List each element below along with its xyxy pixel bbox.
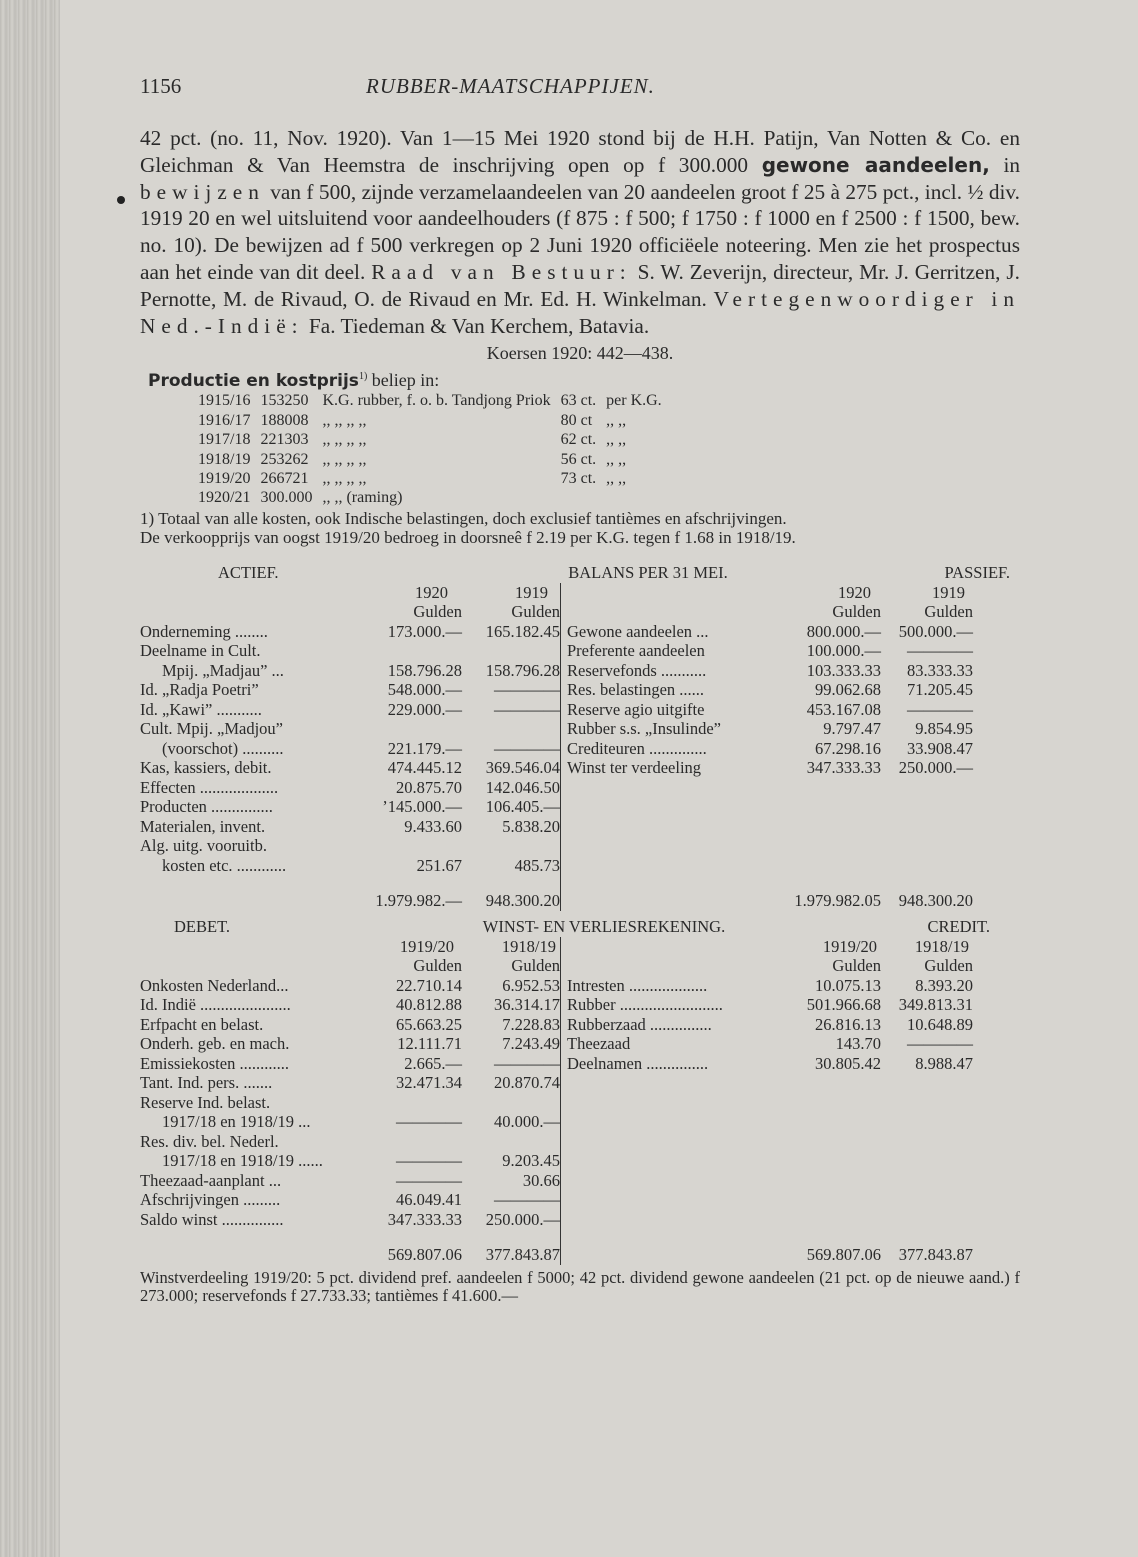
price-note: De verkoopprijs van oogst 1919/20 bedroeg in doorsneê f 2.19 per K.G. tegen f 1.68 in 1918/19. xyxy=(140,528,796,548)
production-footnote: 1) Totaal van alle kosten, ook Indische belastingen, doch exclusief tantièmes en afschrijvingen. xyxy=(140,508,787,528)
table-row: Id. Indië ...................... 40.812.88 36.314.17 xyxy=(140,995,560,1015)
table-row: Onderh. geb. en mach. 12.111.71 7.243.49 xyxy=(140,1034,560,1054)
table-row: Producten ............... ’145.000.— 106.405.— xyxy=(140,797,560,817)
table-row: Id. „Kawi” ........... 229.000.— ———— xyxy=(140,699,560,719)
balance-right-title: PASSIEF. xyxy=(944,562,1010,582)
balance-sheet xyxy=(140,563,1020,911)
table-row: Preferente aandeelen 100.000.— ———— xyxy=(567,641,973,661)
table-row: Res. div. bel. Nederl. xyxy=(140,1131,279,1151)
table-row: Reservefonds ........... 103.333.33 83.333.33 xyxy=(567,660,973,680)
table-row: Mpij. „Madjau” ... 158.796.28 158.796.28 xyxy=(162,660,560,680)
balance-passief-column xyxy=(560,622,973,911)
table-row: Id. „Radja Poetri” 548.000.— ———— xyxy=(140,680,560,700)
winst-left-total: 569.807.06 377.843.87 xyxy=(387,1245,560,1265)
margin-dot xyxy=(117,196,125,204)
balance-right-total: 1.979.982.05 948.300.20 xyxy=(794,891,973,911)
table-row: 1916/17 188008 ,, ,, ,, ,, 80 ct ,, ,, xyxy=(198,411,627,429)
table-row: Saldo winst ............... 347.333.33 250.000.— xyxy=(140,1209,560,1229)
page-header xyxy=(140,74,1020,99)
profit-loss-account xyxy=(140,917,1020,1265)
winst-title-row xyxy=(140,917,1020,937)
production-title-sup: 1) xyxy=(358,371,368,383)
table-row: 1915/16 153250 K.G. rubber, f. o. b. Tandjong Priok 63 ct. per K.G. xyxy=(198,392,662,410)
page-number: 1156 xyxy=(140,74,182,98)
intro-spaced-3: Vertegenwoordiger in Ned.-Indië: xyxy=(140,286,1020,338)
table-row: 1919/20 266721 ,, ,, ,, ,, 73 ct. ,, ,, xyxy=(198,470,627,487)
table-row: 1920/21 300.000 ,, ,, (raming) xyxy=(198,489,403,507)
running-title: RUBBER-MAATSCHAPPIJEN. xyxy=(366,74,655,98)
table-row: Rubber s.s. „Insulinde” 9.797.47 9.854.95 xyxy=(567,719,973,739)
balance-year-row xyxy=(140,583,1020,603)
table-row: Materialen, invent. 9.433.60 5.838.20 xyxy=(140,816,560,836)
table-row: Alg. uitg. vooruitb. xyxy=(140,836,267,856)
winst-credit-column xyxy=(560,976,973,1265)
table-row: 1917/18 221303 ,, ,, ,, ,, 62 ct. ,, ,, xyxy=(198,431,627,449)
table-row: Onkosten Nederland... 22.710.14 6.952.53 xyxy=(140,975,560,995)
unit-header: Gulden xyxy=(832,602,881,622)
production-title xyxy=(148,370,1020,391)
table-row: Winst ter verdeeling 347.333.33 250.000.— xyxy=(567,758,973,778)
table-row: Res. belastingen ...... 99.062.68 71.205.45 xyxy=(567,680,973,700)
table-row: Reserve agio uitgifte 453.167.08 ———— xyxy=(567,699,973,719)
table-row: Crediteuren .............. 67.298.16 33.908.47 xyxy=(567,738,973,758)
intro-paragraph xyxy=(140,125,1020,339)
winstverdeeling-note: Winstverdeeling 1919/20: 5 pct. dividend pref. aandeelen f 5000; 42 pct. dividend gewone aandeelen (21 pct. op de nieuwe aand.) f 273.000; reservefonds f 27.733.33; tantièmes f 41.600.— xyxy=(140,1267,1020,1305)
book-gutter xyxy=(0,0,60,1557)
table-row: 1917/18 en 1918/19 ... ———— 40.000.— xyxy=(162,1112,560,1132)
winst-right-title: CREDIT. xyxy=(927,916,990,936)
unit-header: Gulden xyxy=(924,602,973,622)
table-row: Gewone aandeelen ... 800.000.— 500.000.— xyxy=(567,621,973,641)
winst-right-total: 569.807.06 377.843.87 xyxy=(806,1245,973,1265)
table-row: Effecten ................... 20.875.70 142.046.50 xyxy=(140,777,560,797)
table-row: Rubber ......................... 501.966.68 349.813.31 xyxy=(567,995,973,1015)
unit-header: Gulden xyxy=(832,956,881,976)
balance-body xyxy=(140,622,1020,911)
balance-unit-row xyxy=(140,602,1020,622)
intro-text-3: van f 500, zijnde verzamelaandeelen van 20 aandeelen groot f 25 à 275 pct., incl. ½ div. 1919 20 en wel uitsluitend voor aandeelhouders (f 875 : f 500; f 1750 : f 1000 en f 2500 : f 1500, bew. no. 10). De bewijzen ad f 500 verkregen op 2 Juni 1920 officiëele noteering. Men zie het prospectus aan het einde van dit deel. xyxy=(140,179,1020,284)
intro-bold: gewone aandeelen, xyxy=(761,152,990,177)
production-title-rest: beliep in: xyxy=(367,370,440,391)
production-title-bold: Productie en kostprijs xyxy=(148,371,359,392)
year-header: 1920 xyxy=(415,582,448,602)
unit-header: Gulden xyxy=(413,956,462,976)
year-header: 1919 xyxy=(515,582,548,602)
table-row: Intresten ................... 10.075.13 8.393.20 xyxy=(567,975,973,995)
intro-spaced-1: bewijzen xyxy=(140,179,265,204)
table-row: Afschrijvingen ......... 46.049.41 ———— xyxy=(140,1190,560,1210)
table-row: Deelnamen ............... 30.805.42 8.988.47 xyxy=(567,1053,973,1073)
table-row: Erfpacht en belast. 65.663.25 7.228.83 xyxy=(140,1014,560,1034)
table-row: Deelname in Cult. xyxy=(140,641,261,661)
unit-header: Gulden xyxy=(924,956,973,976)
koersen-line: Koersen 1920: 442—438. xyxy=(486,343,674,364)
unit-header: Gulden xyxy=(413,602,462,622)
table-row: 1917/18 en 1918/19 ...... ———— 9.203.45 xyxy=(162,1151,560,1171)
table-row: kosten etc. ............ 251.67 485.73 xyxy=(162,855,560,875)
table-row: Theezaad 143.70 ———— xyxy=(567,1034,973,1054)
table-row: 1918/19 253262 ,, ,, ,, ,, 56 ct. ,, ,, xyxy=(198,450,627,468)
year-header: 1919/20 xyxy=(399,936,454,956)
balance-left-total: 1.979.982.— 948.300.20 xyxy=(375,891,560,911)
page-content xyxy=(140,74,1020,1305)
table-row: Tant. Ind. pers. ....... 32.471.34 20.870.74 xyxy=(140,1073,560,1093)
winst-year-row xyxy=(140,937,1020,957)
table-row: Rubberzaad ............... 26.816.13 10.648.89 xyxy=(567,1014,973,1034)
balance-left-title: ACTIEF. xyxy=(218,562,279,582)
intro-spaced-2: Raad van Bestuur: xyxy=(371,259,632,284)
unit-header: Gulden xyxy=(511,602,560,622)
balance-title-row xyxy=(140,563,1020,583)
balance-center-title: BALANS PER 31 MEI. xyxy=(568,562,728,582)
table-row: Onderneming ........ 173.000.— 165.182.45 xyxy=(140,621,560,641)
intro-text-4: S. W. Zeverijn, directeur, Mr. J. Gerritzen, J. Pernotte, M. de Rivaud, O. de Rivaud en Mr. Ed. H. Winkelman. xyxy=(140,259,1021,311)
year-header: 1920 xyxy=(838,582,871,602)
intro-text-5: Fa. Tiedeman & Van Kerchem, Batavia. xyxy=(303,313,650,338)
table-row: Kas, kassiers, debit. 474.445.12 369.546.04 xyxy=(140,758,560,778)
winst-body xyxy=(140,976,1020,1265)
year-header: 1919 xyxy=(932,582,965,602)
balance-actief-column xyxy=(140,622,560,911)
intro-text-1: 42 pct. (no. 11, Nov. 1920). Van 1—15 Mei 1920 stond bij de H.H. Patijn, Van Notten & Co. en Gleichman & Van Heemstra de inschrijving open op xyxy=(140,126,1020,177)
year-header: 1918/19 xyxy=(501,936,556,956)
winst-center-title: WINST- EN VERLIESREKENING. xyxy=(482,916,726,936)
table-row: Emissiekosten ............ 2.665.— ———— xyxy=(140,1053,560,1073)
year-header: 1918/19 xyxy=(914,936,969,956)
table-row: Theezaad-aanplant ... ———— 30.66 xyxy=(140,1170,560,1190)
winst-unit-row xyxy=(140,956,1020,976)
winst-left-title: DEBET. xyxy=(174,916,231,936)
intro-amount: f 300.000 xyxy=(658,152,749,177)
unit-header: Gulden xyxy=(511,956,560,976)
table-row: (voorschot) .......... 221.179.— ———— xyxy=(162,738,560,758)
winst-debet-column xyxy=(140,976,560,1265)
production-table xyxy=(198,391,672,507)
table-row: Reserve Ind. belast. xyxy=(140,1092,271,1112)
year-header: 1919/20 xyxy=(822,936,877,956)
intro-text-2: in xyxy=(989,152,1021,177)
table-row: Cult. Mpij. „Madjou” xyxy=(140,719,283,739)
